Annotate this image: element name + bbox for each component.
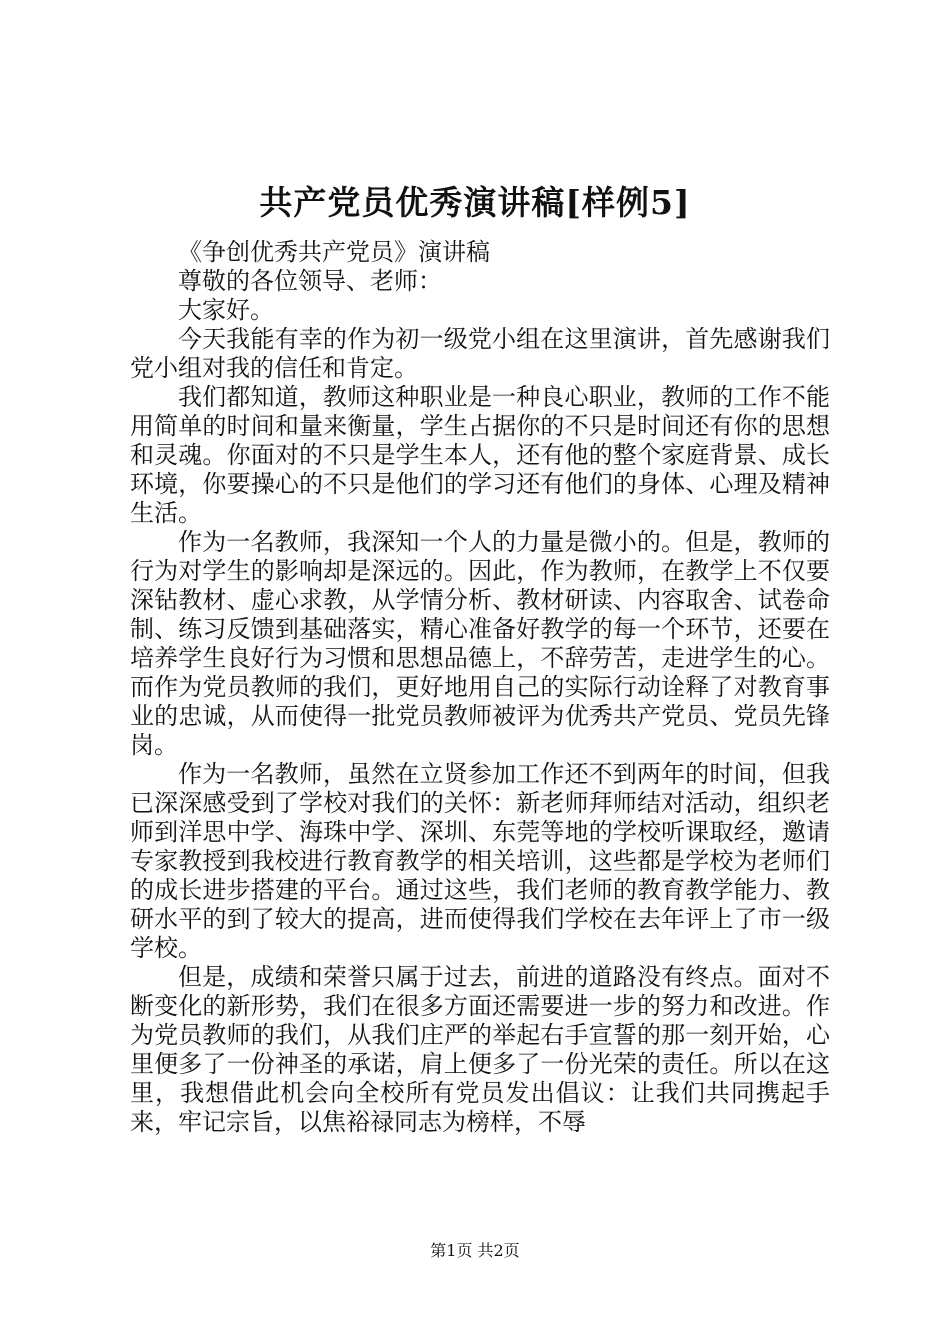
speech-title-line: 《争创优秀共产党员》演讲稿 bbox=[178, 238, 490, 266]
body-paragraph: 但是，成绩和荣誉只属于过去，前进的道路没有终点。面对不断变化的新形势，我们在很多方面还需要进一步的努力和改进。作为党员教师的我们，从我们庄严的举起右手宣誓的那一刻开始，心里便多了一份神圣的承诺，肩上便多了一份光荣的责任。所以在这里，我想借此机会向全校所有党员发出倡议：让我们共同携起手来，牢记宗旨，以焦裕禄同志为榜样，不辱 bbox=[130, 963, 830, 1136]
body-paragraph: 作为一名教师，虽然在立贤参加工作还不到两年的时间，但我已深深感受到了学校对我们的关怀：新老师拜师结对活动，组织老师到洋思中学、海珠中学、深圳、东莞等地的学校听课取经，邀请专家教授到我校进行教育教学的相关培训，这些都是学校为老师们的成长进步搭建的平台。通过这些，我们老师的教育教学能力、教研水平的到了较大的提高，进而使得我们学校在去年评上了市一级学校。 bbox=[130, 760, 830, 962]
body-paragraph: 作为一名教师，我深知一个人的力量是微小的。但是，教师的行为对学生的影响却是深远的。因此，作为教师，在教学上不仅要深钻教材、虚心求教，从学情分析、教材研读、内容取舍、试卷命制、练习反馈到基础落实，精心准备好教学的每一个环节，还要在培养学生良好行为习惯和思想品德上，不辞劳苦，走进学生的心。而作为党员教师的我们，更好地用自己的实际行动诠释了对教育事业的忠诚，从而使得一批党员教师被评为优秀共产党员、党员先锋岗。 bbox=[130, 528, 830, 759]
salutation-line: 尊敬的各位领导、老师： bbox=[178, 267, 442, 295]
body-paragraph: 我们都知道，教师这种职业是一种良心职业，教师的工作不能用简单的时间和量来衡量，学生占据你的不只是时间还有你的思想和灵魂。你面对的不只是学生本人，还有他的整个家庭背景、成长环境，你要操心的不只是他们的学习还有他们的身体、心理及精神生活。 bbox=[130, 383, 830, 527]
greeting-line: 大家好。 bbox=[178, 296, 274, 324]
document-body bbox=[130, 238, 830, 1137]
body-paragraph: 今天我能有幸的作为初一级党小组在这里演讲，首先感谢我们党小组对我的信任和肯定。 bbox=[130, 325, 830, 382]
page-footer: 第1页 共2页 bbox=[430, 1241, 520, 1260]
document-title: 共产党员优秀演讲稿[样例5] bbox=[259, 183, 691, 222]
